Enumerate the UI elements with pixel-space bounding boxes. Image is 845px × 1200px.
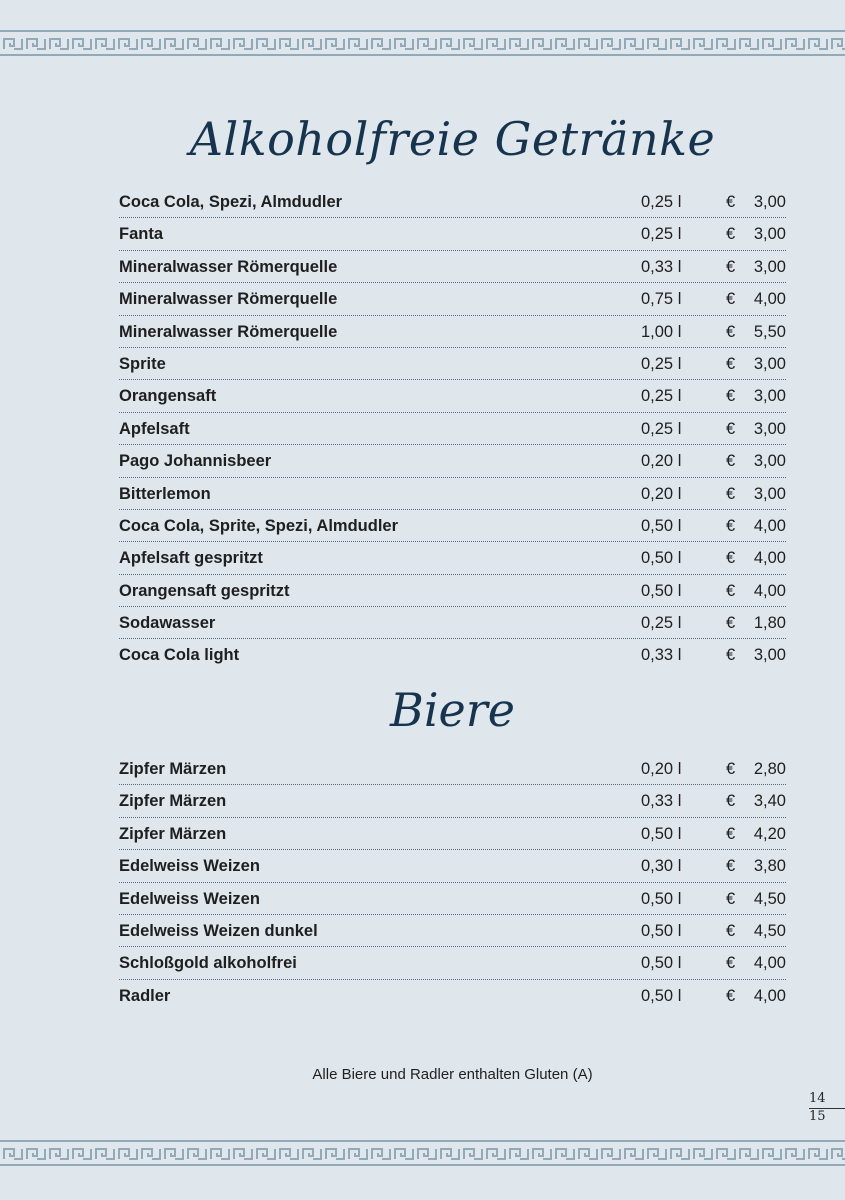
item-volume: 0,25 l	[641, 614, 682, 633]
item-volume: 1,00 l	[641, 322, 682, 341]
page-number-right: 15	[809, 1109, 826, 1124]
item-price: 2,80	[753, 760, 786, 778]
item-price: 3,00	[753, 387, 786, 406]
currency-symbol: €	[726, 452, 736, 471]
item-price: 3,00	[753, 354, 786, 373]
item-volume: 0,50 l	[641, 889, 682, 908]
item-name: Sprite	[119, 354, 166, 373]
item-name: Coca Cola, Spezi, Almdudler	[119, 193, 343, 211]
item-name: Apfelsaft gespritzt	[119, 549, 263, 568]
item-price: 4,00	[753, 516, 786, 535]
menu-row	[119, 915, 786, 947]
menu-row	[119, 348, 786, 380]
item-price: 3,00	[753, 193, 786, 211]
currency-symbol: €	[726, 387, 736, 406]
item-name: Sodawasser	[119, 614, 216, 633]
item-name: Coca Cola, Sprite, Spezi, Almdudler	[119, 516, 399, 535]
menu-row	[119, 283, 786, 315]
currency-symbol: €	[726, 581, 736, 600]
currency-symbol: €	[726, 921, 736, 940]
item-volume: 0,25 l	[641, 225, 682, 244]
section-title-biere: Biere	[390, 683, 515, 737]
menu-row	[119, 445, 786, 477]
menu-row	[119, 380, 786, 412]
item-price: 3,00	[753, 419, 786, 438]
menu-row	[119, 316, 786, 348]
item-name: Fanta	[119, 225, 164, 244]
item-volume: 0,50 l	[641, 581, 682, 600]
page-numbers	[809, 1091, 845, 1125]
currency-symbol: €	[726, 646, 736, 665]
item-name: Pago Johannisbeer	[119, 452, 272, 471]
item-price: 4,00	[753, 290, 786, 309]
menu-row	[119, 980, 786, 1012]
menu-row	[119, 510, 786, 542]
item-name: Apfelsaft	[119, 419, 190, 438]
item-price: 4,00	[753, 954, 786, 973]
item-name: Edelweiss Weizen	[119, 857, 260, 876]
item-price: 4,00	[753, 549, 786, 568]
currency-symbol: €	[726, 760, 736, 778]
currency-symbol: €	[726, 354, 736, 373]
item-name: Mineralwasser Römerquelle	[119, 257, 338, 276]
item-name: Edelweiss Weizen dunkel	[119, 921, 318, 940]
item-price: 4,50	[753, 889, 786, 908]
currency-symbol: €	[726, 225, 736, 244]
item-name: Radler	[119, 986, 171, 1005]
item-volume: 0,25 l	[641, 419, 682, 438]
currency-symbol: €	[726, 516, 736, 535]
menu-row	[119, 607, 786, 639]
menu-row	[119, 639, 786, 671]
item-volume: 0,30 l	[641, 857, 682, 876]
currency-symbol: €	[726, 954, 736, 973]
menu-row	[119, 883, 786, 915]
item-name: Schloßgold alkoholfrei	[119, 954, 297, 973]
item-name: Edelweiss Weizen	[119, 889, 260, 908]
greek-key-border-top	[0, 30, 845, 56]
menu-list-alkoholfrei	[119, 186, 786, 672]
item-price: 4,00	[753, 986, 786, 1005]
currency-symbol: €	[726, 290, 736, 309]
item-price: 4,50	[753, 921, 786, 940]
menu-row	[119, 753, 786, 785]
menu-row	[119, 251, 786, 283]
item-name: Zipfer Märzen	[119, 792, 227, 811]
item-name: Coca Cola light	[119, 646, 240, 665]
item-volume: 0,20 l	[641, 484, 682, 503]
item-volume: 0,33 l	[641, 646, 682, 665]
item-price: 3,80	[753, 857, 786, 876]
currency-symbol: €	[726, 824, 736, 843]
item-price: 3,00	[753, 646, 786, 665]
item-volume: 0,20 l	[641, 452, 682, 471]
item-volume: 0,25 l	[641, 193, 682, 211]
item-price: 3,40	[753, 792, 786, 811]
page-number-left: 14	[809, 1091, 845, 1109]
item-volume: 0,75 l	[641, 290, 682, 309]
greek-key-border-bottom	[0, 1140, 845, 1166]
item-price: 1,80	[753, 614, 786, 633]
menu-row	[119, 542, 786, 574]
currency-symbol: €	[726, 857, 736, 876]
currency-symbol: €	[726, 549, 736, 568]
item-volume: 0,33 l	[641, 257, 682, 276]
item-volume: 0,33 l	[641, 792, 682, 811]
item-volume: 0,50 l	[641, 824, 682, 843]
item-name: Orangensaft gespritzt	[119, 581, 290, 600]
currency-symbol: €	[726, 986, 736, 1005]
item-price: 3,00	[753, 484, 786, 503]
item-name: Zipfer Märzen	[119, 760, 227, 778]
item-volume: 0,25 l	[641, 387, 682, 406]
menu-row	[119, 218, 786, 250]
item-volume: 0,50 l	[641, 516, 682, 535]
menu-row	[119, 850, 786, 882]
item-price: 4,00	[753, 581, 786, 600]
menu-row	[119, 947, 786, 979]
item-volume: 0,50 l	[641, 921, 682, 940]
item-name: Mineralwasser Römerquelle	[119, 290, 338, 309]
currency-symbol: €	[726, 614, 736, 633]
item-name: Mineralwasser Römerquelle	[119, 322, 338, 341]
item-volume: 0,50 l	[641, 549, 682, 568]
item-name: Zipfer Märzen	[119, 824, 227, 843]
menu-row	[119, 413, 786, 445]
currency-symbol: €	[726, 419, 736, 438]
menu-row	[119, 478, 786, 510]
currency-symbol: €	[726, 322, 736, 341]
menu-row	[119, 186, 786, 218]
menu-list-biere	[119, 753, 786, 1012]
item-volume: 0,20 l	[641, 760, 682, 778]
item-price: 3,00	[753, 257, 786, 276]
currency-symbol: €	[726, 889, 736, 908]
item-volume: 0,25 l	[641, 354, 682, 373]
currency-symbol: €	[726, 484, 736, 503]
item-volume: 0,50 l	[641, 986, 682, 1005]
currency-symbol: €	[726, 193, 736, 211]
currency-symbol: €	[726, 257, 736, 276]
item-price: 3,00	[753, 452, 786, 471]
currency-symbol: €	[726, 792, 736, 811]
item-name: Bitterlemon	[119, 484, 211, 503]
allergen-note: Alle Biere und Radler enthalten Gluten (A)	[312, 1066, 593, 1083]
menu-row	[119, 575, 786, 607]
menu-row	[119, 818, 786, 850]
section-title-alkoholfrei: Alkoholfreie Getränke	[189, 112, 716, 166]
item-price: 4,20	[753, 824, 786, 843]
item-price: 3,00	[753, 225, 786, 244]
item-name: Orangensaft	[119, 387, 217, 406]
item-volume: 0,50 l	[641, 954, 682, 973]
menu-row	[119, 785, 786, 817]
item-price: 5,50	[753, 322, 786, 341]
